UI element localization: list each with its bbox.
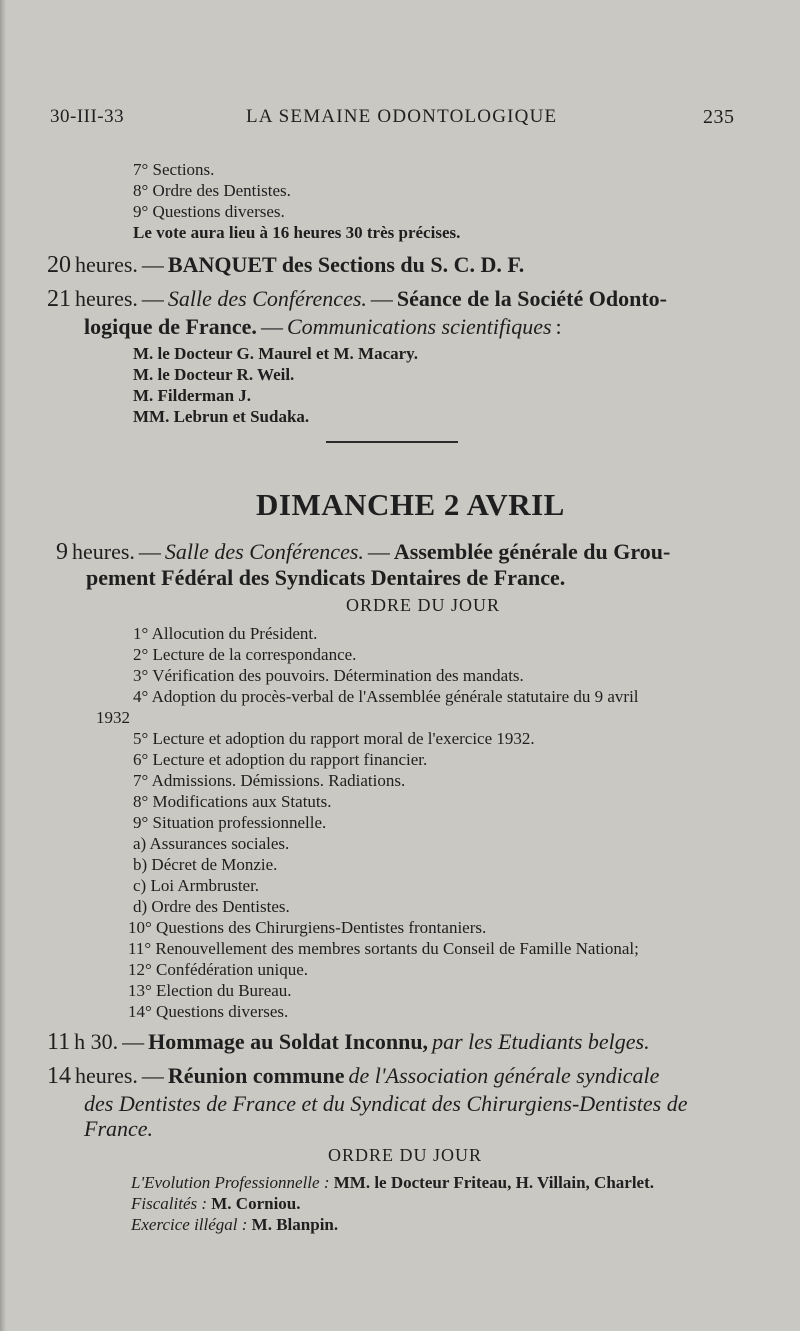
topic-label: Exercice illégal : <box>131 1215 248 1234</box>
reunion-title: Réunion commune <box>167 1063 345 1088</box>
header-date: 30-III-33 <box>50 106 125 127</box>
dash: — <box>141 252 164 277</box>
agenda-subitem: b) Décret de Monzie. <box>133 855 278 874</box>
page-edge-shadow <box>0 0 6 1331</box>
dash: — <box>122 1029 145 1054</box>
day-title: DIMANCHE 2 AVRIL <box>256 487 565 522</box>
dash: — <box>141 1063 164 1088</box>
hour-number: 9 <box>56 539 68 565</box>
hour-number: 21 <box>47 286 71 312</box>
header-journal-title: LA SEMAINE ODONTOLOGIQUE <box>246 106 558 127</box>
agenda-item: 9° Questions diverses. <box>133 202 285 221</box>
vote-note: Le vote aura lieu à 16 heures 30 très précises. <box>133 223 461 242</box>
ordre-du-jour-heading: ORDRE DU JOUR <box>346 595 501 615</box>
banquet-entry <box>47 252 524 279</box>
topic-speakers: M. Corniou. <box>211 1194 301 1213</box>
topic-speakers: M. Blanpin. <box>251 1215 339 1234</box>
topic-label: L'Evolution Professionnelle : <box>131 1173 330 1192</box>
dash: — <box>141 286 164 311</box>
seance-title: Séance de la Société Odonto- <box>396 286 667 311</box>
topic-label: Fiscalités : <box>131 1194 208 1213</box>
agenda-subitem: a) Assurances sociales. <box>133 834 290 853</box>
speaker: MM. Lebrun et Sudaka. <box>133 407 310 426</box>
seance-entry <box>47 286 667 313</box>
assemblee-entry <box>56 539 670 566</box>
seance-subtitle: Communications scientifiques <box>286 314 552 339</box>
agenda-item: 8° Ordre des Dentistes. <box>133 181 291 200</box>
topic-speakers: MM. le Docteur Friteau, H. Villain, Charlet. <box>333 1173 654 1192</box>
dash: — <box>260 314 283 339</box>
agenda-item: 13° Election du Bureau. <box>128 981 292 1000</box>
hour-number: 20 <box>47 252 71 278</box>
agenda-item: 12° Confédération unique. <box>128 960 309 979</box>
banquet-title: BANQUET des Sections du S. C. D. F. <box>167 252 525 277</box>
colon: : <box>555 314 562 339</box>
speaker: M. le Docteur R. Weil. <box>133 365 295 384</box>
reunion-entry <box>47 1063 659 1090</box>
section-divider <box>326 441 458 443</box>
hommage-title: Hommage au Soldat Inconnu, <box>148 1029 429 1054</box>
hour-unit: heures. <box>72 539 135 564</box>
seance-title-cont: logique de France. <box>84 314 257 339</box>
seance-place: Salle des Conférences. <box>167 286 367 311</box>
agenda-item: 11° Renouvellement des membres sortants du Conseil de Famille National; <box>128 939 639 958</box>
speaker: M. le Docteur G. Maurel et M. Macary. <box>133 344 418 363</box>
agenda-item: 6° Lecture et adoption du rapport financier. <box>133 750 428 769</box>
dash: — <box>370 286 393 311</box>
agenda-item: 7° Admissions. Démissions. Radiations. <box>133 771 406 790</box>
assemblee-title-cont: pement Fédéral des Syndicats Dentaires de France. <box>86 565 566 590</box>
agenda-item: 8° Modifications aux Statuts. <box>133 792 332 811</box>
topic-line <box>131 1215 338 1235</box>
assemblee-title: Assemblée générale du Grou- <box>393 539 671 564</box>
dash: — <box>367 539 390 564</box>
header-page-number: 235 <box>703 106 735 128</box>
hour-unit: heures. <box>75 286 138 311</box>
reunion-text: de l'Association générale syndicale <box>348 1063 660 1088</box>
agenda-subitem: c) Loi Armbruster. <box>133 876 260 895</box>
agenda-item: 1° Allocution du Président. <box>133 624 318 643</box>
topic-line <box>131 1194 301 1214</box>
assemblee-place: Salle des Conférences. <box>164 539 364 564</box>
hommage-by: par les Etudiants belges. <box>432 1029 650 1054</box>
agenda-item: 5° Lecture et adoption du rapport moral de l'exercice 1932. <box>133 729 535 748</box>
hour-number: 14 <box>47 1063 71 1089</box>
agenda-item: 3° Vérification des pouvoirs. Détermination des mandats. <box>133 666 524 685</box>
seance-entry-continued <box>84 314 562 340</box>
dash: — <box>138 539 161 564</box>
agenda-item-continued: 1932 <box>96 708 130 727</box>
topic-line <box>131 1173 654 1193</box>
hour-unit: heures. <box>75 252 138 277</box>
ordre-du-jour-heading: ORDRE DU JOUR <box>328 1145 483 1165</box>
hour-unit: heures. <box>75 1063 138 1088</box>
agenda-item: 14° Questions diverses. <box>128 1002 289 1021</box>
hour-unit: h 30. <box>74 1029 119 1054</box>
reunion-text-cont: France. <box>84 1116 154 1141</box>
agenda-item: 7° Sections. <box>133 160 215 179</box>
agenda-item: 2° Lecture de la correspondance. <box>133 645 357 664</box>
agenda-item: 10° Questions des Chirurgiens-Dentistes frontaniers. <box>128 918 487 937</box>
reunion-text-cont: des Dentistes de France et du Syndicat des Chirurgiens-Dentistes de <box>84 1091 688 1116</box>
speaker: M. Filderman J. <box>133 386 252 405</box>
hour-number: 11 <box>47 1029 71 1055</box>
agenda-item: 4° Adoption du procès-verbal de l'Assemblée générale statutaire du 9 avril <box>133 687 639 706</box>
hommage-entry <box>47 1029 650 1056</box>
agenda-subitem: d) Ordre des Dentistes. <box>133 897 290 916</box>
agenda-item: 9° Situation professionnelle. <box>133 813 327 832</box>
